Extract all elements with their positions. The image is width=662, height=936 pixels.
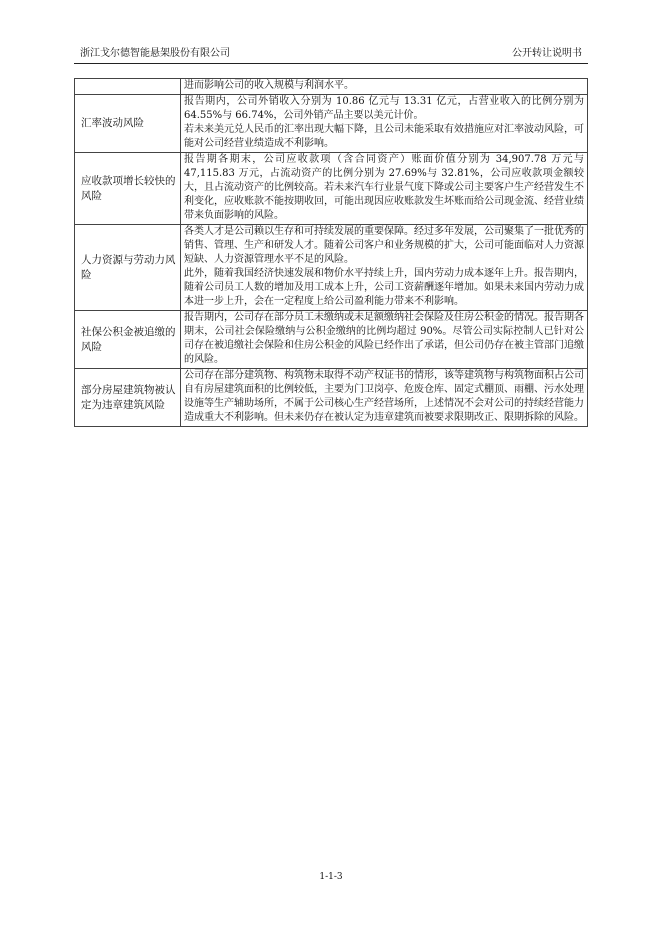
risk-description — [181, 369, 588, 427]
page-number: 1-1-3 — [319, 872, 343, 882]
risk-name: 社保公积金被追缴的风险 — [75, 311, 181, 369]
table-row — [75, 79, 588, 95]
company-name: 浙江戈尔德智能悬架股份有限公司 — [80, 48, 230, 59]
risk-paragraph: 报告期内，公司存在部分员工未缴纳或未足额缴纳社会保险及住房公积金的情况。报告期各期末，公司社会保险缴纳与公积金缴纳的比例均超过 90%。尽管公司实际控制人已针对公司存在被追缴社会保险和住房公积金的风险已经作出了承诺，但公司仍存在被主管部门追缴的风险。 — [184, 312, 584, 365]
risk-paragraph: 报告期各期末，公司应收款项（含合同资产）账面价值分别为 34,907.78 万元与 47,115.83 万元，占流动资产的比例分别为 27.69%与 32.81%，公司应收款项金额较大，且占流动资产的比例较高。若未来汽车行业景气度下降或公司主要客户生产经营发生不利变化，应收账款不能按期收回，可能出现因应收账款发生坏账而给公司现金流、经营业绩带来负面影响的风险。 — [184, 154, 584, 221]
risk-paragraph: 若未来美元兑人民币的汇率出现大幅下降，且公司未能采取有效措施应对汇率波动风险，可能对公司经营业绩造成不利影响。 — [184, 124, 584, 149]
risk-description — [181, 79, 588, 95]
table-row — [75, 369, 588, 427]
risk-name: 汇率波动风险 — [75, 95, 181, 153]
risk-name: 应收款项增长较快的风险 — [75, 153, 181, 225]
table-row — [75, 95, 588, 153]
page-header — [74, 47, 588, 64]
risk-description — [181, 311, 588, 369]
risk-paragraph: 公司存在部分建筑物、构筑物未取得不动产权证书的情形，该等建筑物与构筑物面积占公司自有房屋建筑面积的比例较低，主要为门卫岗亭、危废仓库、固定式棚顶、雨棚、污水处理设施等生产辅助场所，不属于公司核心生产经营场所，上述情况不会对公司的持续经营能力造成重大不利影响。但未来仍存在被认定为违章建筑而被要求限期改正、限期拆除的风险。 — [184, 370, 584, 423]
table-row — [75, 153, 588, 225]
risk-paragraph: 报告期内，公司外销收入分别为 10.86 亿元与 13.31 亿元，占营业收入的比例分别为 64.55%与 66.74%，公司外销产品主要以美元计价。 — [184, 96, 584, 121]
risk-description — [181, 153, 588, 225]
risk-description — [181, 95, 588, 153]
table-row — [75, 225, 588, 311]
risk-paragraph: 进而影响公司的收入规模与利润水平。 — [184, 80, 354, 91]
risk-name — [75, 79, 181, 95]
document-type: 公开转让说明书 — [512, 48, 582, 59]
risk-paragraph: 各类人才是公司赖以生存和可持续发展的重要保障。经过多年发展，公司聚集了一批优秀的销售、管理、生产和研发人才。随着公司客户和业务规模的扩大，公司可能面临对人力资源短缺、人力资源管理水平不足的风险。 — [184, 226, 584, 265]
risk-name: 人力资源与劳动力风险 — [75, 225, 181, 311]
risk-paragraph: 此外，随着我国经济快速发展和物价水平持续上升，国内劳动力成本逐年上升。报告期内，随着公司员工人数的增加及用工成本上升，公司工资薪酬逐年增加。如果未来国内劳动力成本进一步上升，会在一定程度上给公司盈利能力带来不利影响。 — [184, 268, 584, 307]
risk-description — [181, 225, 588, 311]
risk-name: 部分房屋建筑物被认定为违章建筑风险 — [75, 369, 181, 427]
risk-table — [74, 78, 588, 427]
table-row — [75, 311, 588, 369]
